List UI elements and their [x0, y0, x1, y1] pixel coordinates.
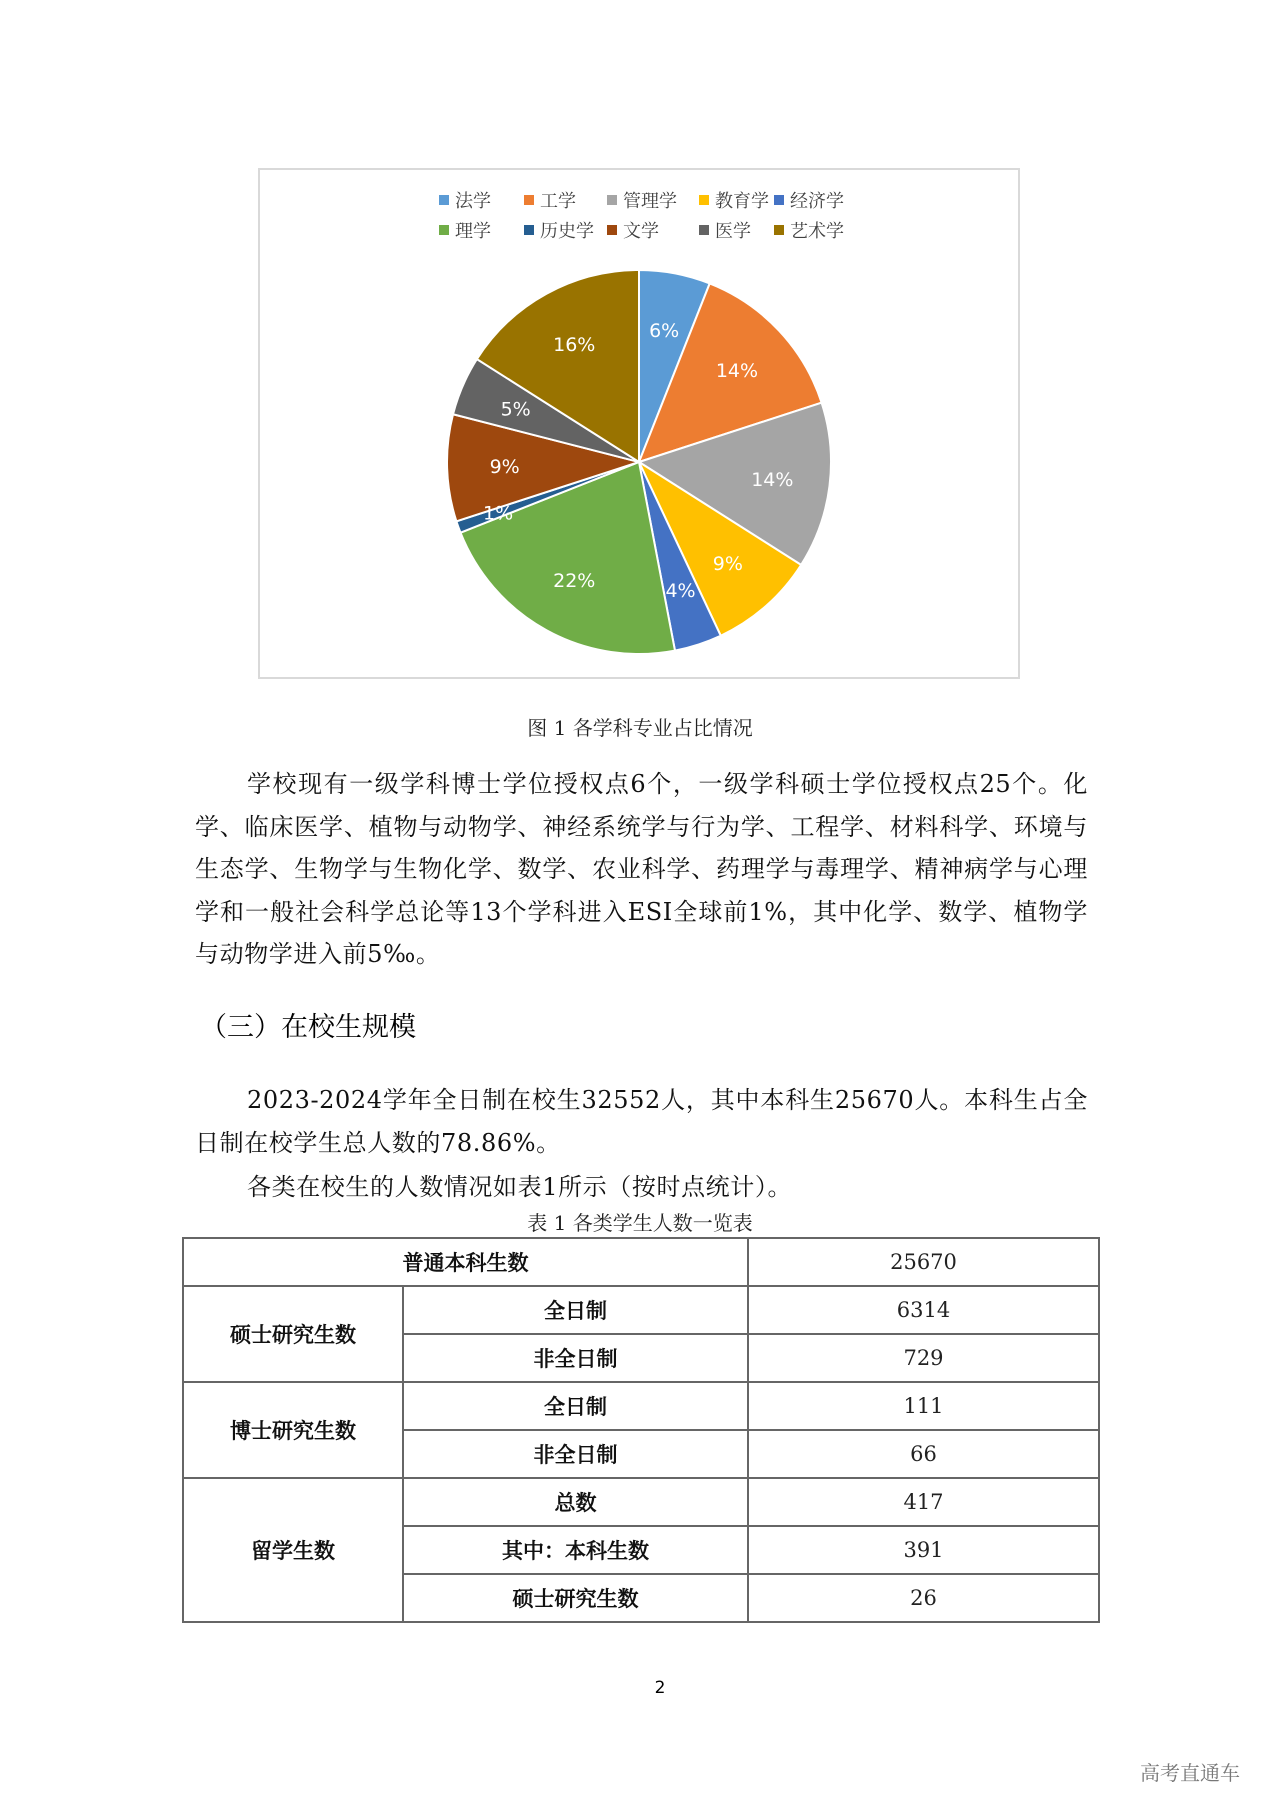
legend-label: 历史学	[540, 221, 594, 242]
slice-data-label: 9%	[712, 552, 743, 575]
pie-chart-frame	[258, 168, 1020, 679]
table-row	[183, 1286, 1099, 1334]
group-label: 硕士研究生数	[183, 1286, 403, 1382]
watermark: 高考直通车	[1140, 1761, 1240, 1785]
legend-label: 管理学	[623, 191, 677, 212]
row-label: 全日制	[403, 1382, 748, 1430]
figure-caption: 图 1 各学科专业占比情况	[527, 716, 753, 740]
table-row	[183, 1238, 1099, 1286]
legend-label: 工学	[540, 191, 576, 212]
paragraph-enrollment: 2023-2024学年全日制在校生32552人，其中本科生25670人。本科生占全日制在校学生总人数的78.86%。	[195, 1086, 1088, 1157]
row-label: 总数	[403, 1478, 748, 1526]
legend-label: 教育学	[715, 191, 769, 212]
row-label: 其中：本科生数	[403, 1526, 748, 1574]
row-value: 25670	[748, 1238, 1099, 1286]
legend-label: 医学	[715, 221, 751, 242]
table-row	[183, 1382, 1099, 1430]
row-label: 全日制	[403, 1286, 748, 1334]
slice-data-label: 4%	[665, 579, 696, 602]
row-label: 普通本科生数	[183, 1238, 748, 1286]
row-label: 硕士研究生数	[403, 1574, 748, 1622]
row-value: 66	[748, 1430, 1099, 1478]
legend-label: 文学	[623, 221, 659, 242]
page-number: 2	[654, 1678, 666, 1698]
group-label: 留学生数	[183, 1478, 403, 1622]
legend-label: 理学	[455, 221, 491, 242]
paragraph-table-intro: 各类在校生的人数情况如表1所示（按时点统计）。	[247, 1173, 793, 1201]
legend-label: 经济学	[790, 191, 844, 212]
row-label: 非全日制	[403, 1334, 748, 1382]
row-value: 111	[748, 1382, 1099, 1430]
row-value: 26	[748, 1574, 1099, 1622]
row-value: 729	[748, 1334, 1099, 1382]
group-label: 博士研究生数	[183, 1382, 403, 1478]
slice-data-label: 6%	[649, 319, 680, 342]
student-count-table	[182, 1237, 1100, 1623]
slice-data-label: 5%	[500, 398, 531, 421]
table-row	[183, 1478, 1099, 1526]
pie-chart	[260, 170, 1018, 677]
paragraph-disciplines: 学校现有一级学科博士学位授权点6个，一级学科硕士学位授权点25个。化学、临床医学、植物与动物学、神经系统学与行为学、工程学、材料科学、环境与生态学、生物学与生物化学、数学、农业科学、药理学与毒理学、精神病学与心理学和一般社会科学总论等13个学科进入ESI全球前1%，其中化学、数学、植物学与动物学进入前5‰。	[195, 770, 1088, 969]
table-caption: 表 1 各类学生人数一览表	[527, 1211, 753, 1235]
row-value: 417	[748, 1478, 1099, 1526]
slice-data-label: 22%	[553, 569, 596, 592]
slice-data-label: 9%	[489, 456, 520, 479]
row-value: 6314	[748, 1286, 1099, 1334]
section-heading: （三）在校生规模	[200, 1012, 416, 1043]
slice-data-label: 1%	[483, 502, 514, 525]
row-label: 非全日制	[403, 1430, 748, 1478]
slice-data-label: 14%	[751, 468, 794, 491]
row-value: 391	[748, 1526, 1099, 1574]
legend-label: 法学	[455, 191, 491, 212]
slice-data-label: 14%	[715, 359, 759, 382]
legend-label: 艺术学	[790, 221, 844, 242]
slice-data-label: 16%	[553, 334, 596, 357]
